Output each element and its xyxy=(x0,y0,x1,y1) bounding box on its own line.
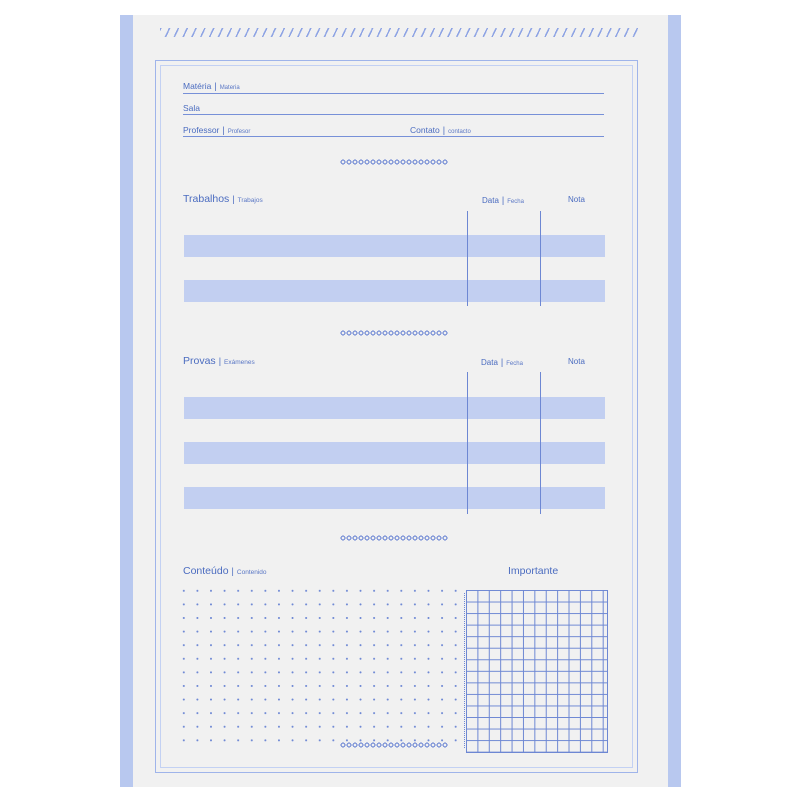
trabalhos-heading xyxy=(183,193,263,205)
professor-label: Professor xyxy=(183,125,220,135)
trabalhos-row[interactable] xyxy=(184,280,605,302)
dot-grid-notes-area[interactable] xyxy=(177,584,463,748)
bead-divider xyxy=(340,330,448,336)
conteudo-heading xyxy=(183,565,267,577)
provas-nota-divider xyxy=(540,372,541,514)
trabalhos-sub: Trabajos xyxy=(237,197,263,204)
professor-line[interactable] xyxy=(183,136,604,137)
contato-sub-label: contacto xyxy=(448,129,471,135)
conteudo-title: Conteúdo xyxy=(183,565,229,577)
provas-title: Provas xyxy=(183,355,216,367)
left-color-band xyxy=(120,15,133,787)
data-label: Data xyxy=(482,196,499,205)
professor-sub-label: Profesor xyxy=(227,129,251,135)
fecha-label: Fecha xyxy=(507,199,524,205)
separator: | xyxy=(500,357,504,367)
data-label: Data xyxy=(481,358,498,367)
dotted-divider xyxy=(464,593,465,748)
provas-row[interactable] xyxy=(184,397,605,419)
contato-field-label xyxy=(410,125,471,135)
trabalhos-data-header xyxy=(482,195,524,205)
trabalhos-row[interactable] xyxy=(184,235,605,257)
hatched-top-strip xyxy=(160,28,640,37)
provas-row[interactable] xyxy=(184,442,605,464)
separator: | xyxy=(232,194,235,204)
materia-line[interactable] xyxy=(183,93,604,94)
sala-label: Sala xyxy=(183,103,201,113)
trabalhos-nota-divider xyxy=(540,211,541,306)
provas-heading xyxy=(183,355,255,367)
trabalhos-nota-header: Nota xyxy=(568,195,585,204)
trabalhos-data-divider xyxy=(467,211,468,306)
square-grid-importante-area[interactable] xyxy=(466,590,608,753)
bead-divider xyxy=(340,535,448,541)
sala-line[interactable] xyxy=(183,114,604,115)
conteudo-sub: Contenido xyxy=(236,569,267,576)
materia-field-label xyxy=(183,81,240,91)
separator: | xyxy=(214,81,217,91)
bead-divider xyxy=(340,159,448,165)
provas-nota-header: Nota xyxy=(568,357,585,366)
provas-row[interactable] xyxy=(184,487,605,509)
provas-data-divider xyxy=(467,372,468,514)
separator: | xyxy=(501,195,505,205)
sala-field-label xyxy=(183,103,200,113)
separator: | xyxy=(218,356,222,366)
importante-heading: Importante xyxy=(508,565,559,577)
bead-divider xyxy=(340,742,448,748)
separator: | xyxy=(222,125,225,135)
professor-field-label xyxy=(183,125,250,135)
provas-sub: Exámenes xyxy=(224,359,255,366)
materia-sub-label: Materia xyxy=(219,85,240,91)
right-color-band xyxy=(668,15,681,787)
fecha-label: Fecha xyxy=(506,361,523,367)
notebook-page xyxy=(120,15,681,787)
materia-label: Matéria xyxy=(183,81,212,91)
separator: | xyxy=(442,125,446,135)
contato-label: Contato xyxy=(410,125,440,135)
separator: | xyxy=(231,566,234,576)
provas-data-header xyxy=(481,357,523,367)
trabalhos-title: Trabalhos xyxy=(183,193,230,205)
